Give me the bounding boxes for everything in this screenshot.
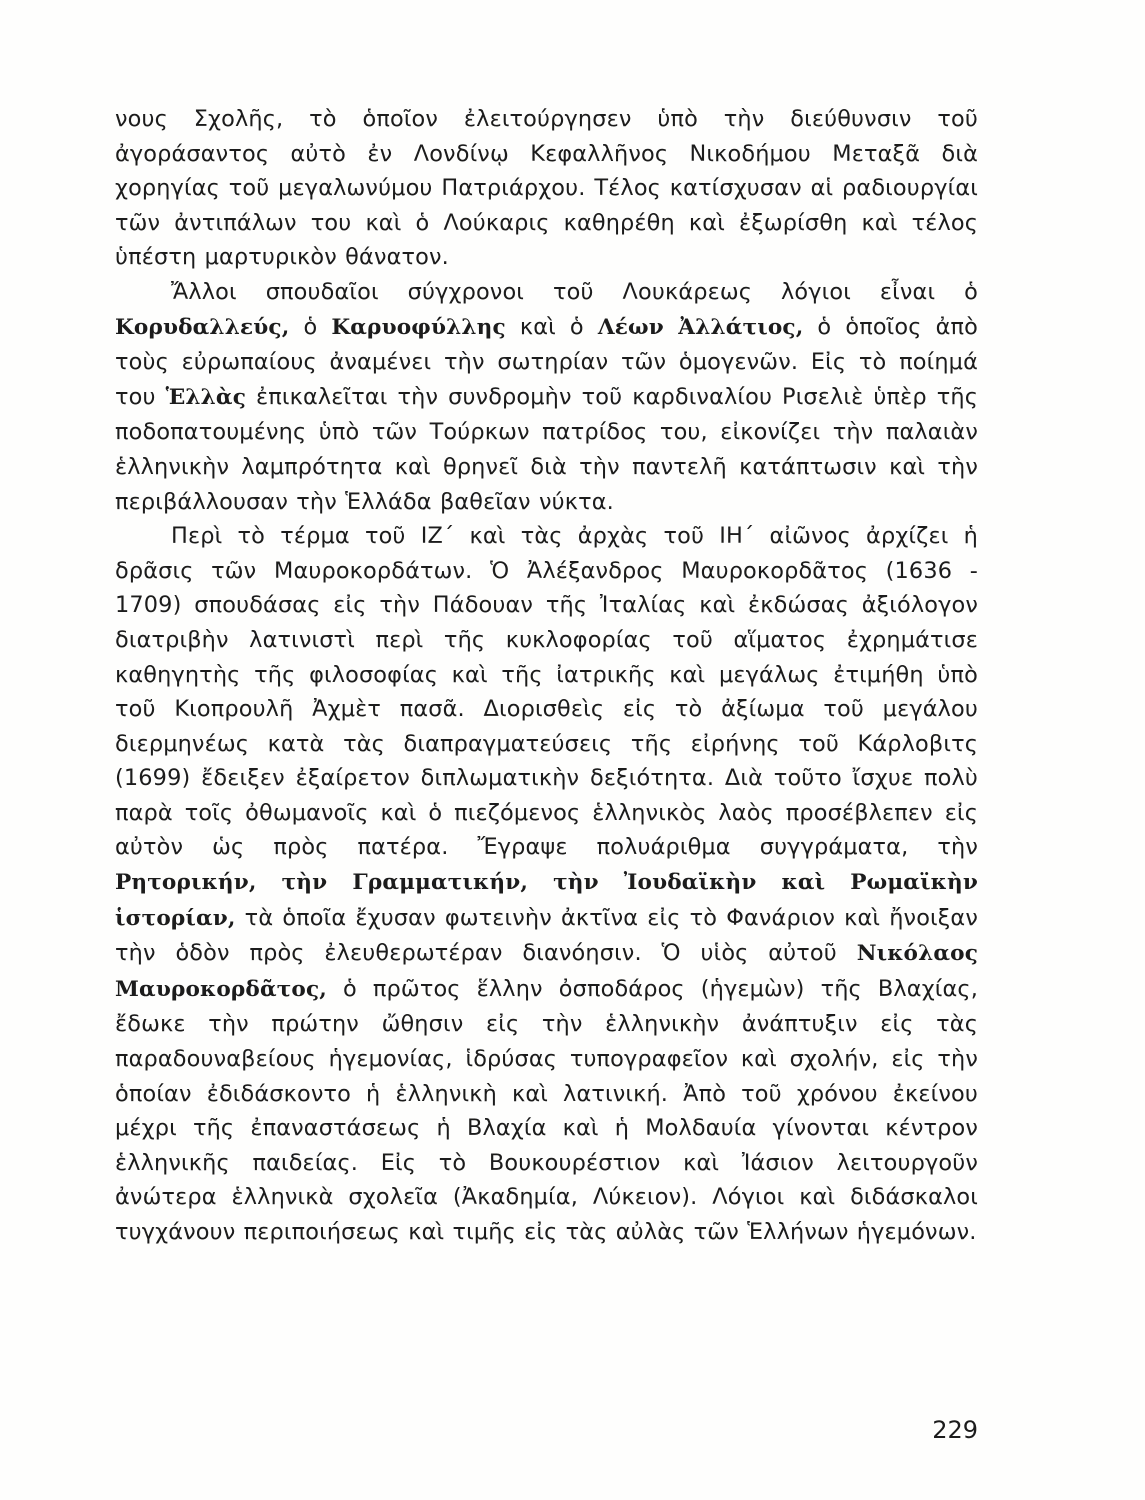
text-segment: καὶ ὁ (505, 313, 598, 340)
body-text (115, 102, 978, 1250)
text-segment: ὁ (289, 313, 332, 340)
bold-term: Κορυδαλλεύς, (115, 314, 290, 340)
text-segment: ὁ ὁποῖος ἀπὸ τοὺς εὐρωπαίους ἀναμένει τὴν σωτηρίαν τῶν ὁμογενῶν. Εἰς τὸ ποίημά του (115, 313, 978, 410)
text-segment: Περὶ τὸ τέρμα τοῦ ΙΖ΄ καὶ τὰς ἀρχὰς τοῦ ΙΗ΄ αἰῶνος ἀρχίζει ἡ δρᾶσις τῶν Μαυροκορδάτων. Ὁ Ἀλέξανδρος Μαυροκορδᾶτος (1636 - 1709) σπουδάσας εἰς τὴν Πάδουαν τῆς Ἰταλίας καὶ ἐκδώσας ἀξιόλογον διατριβὴν λατινιστὶ περὶ τῆς κυκλοφορίας τοῦ αἵματος ἐχρημάτισε καθηγητὴς τῆς φιλοσοφίας καὶ τῆς ἰατρικῆς καὶ μεγάλως ἐτιμήθη ὑπὸ τοῦ Κιοπρουλῆ Ἀχμὲτ πασᾶ. Διορισθεὶς εἰς τὸ ἀξίωμα τοῦ μεγάλου διερμηνέως κατὰ τὰς διαπραγματεύσεις τῆς εἰρήνης τοῦ Κάρλοβιτς (1699) ἔδειξεν ἐξαίρετον διπλωματικὴν δεξιότητα. Διὰ τοῦτο ἴσχυε πολὺ παρὰ τοῖς ὀθωμανοῖς καὶ ὁ πιεζόμενος ἑλληνικὸς λαὸς προσέβλεπεν εἰς αὐτὸν ὡς πρὸς πατέρα. Ἔγραψε πολυάριθμα συγγράματα, τὴν (115, 523, 978, 861)
text-segment: νους Σχολῆς, τὸ ὁποῖον ἐλειτούργησεν ὑπὸ τὴν διεύθυνσιν τοῦ ἀγοράσαντος αὐτὸ ἐν Λονδίνῳ Κεφαλλῆνος Νικοδήμου Μεταξᾶ διὰ χορηγίας τοῦ μεγαλωνύμου Πατριάρχου. Τέλος κατίσχυσαν αἱ ραδιουργίαι τῶν ἀντιπάλων του καὶ ὁ Λούκαρις καθηρέθη καὶ ἐξωρίσθη καὶ τέλος ὑπέστη μαρτυρικὸν θάνατον. (115, 106, 978, 271)
bold-term: Καρυοφύλλης (331, 314, 506, 340)
bold-term: Ἑλλὰς (165, 384, 246, 410)
paragraph (115, 519, 978, 1249)
text-segment: ὁ πρῶτος ἕλλην ὀσποδάρος (ἡγεμὼν) τῆς Βλαχίας, ἔδωκε τὴν πρώτην ὤθησιν εἰς τὴν ἑλληνικὴν ἀνάπτυξιν εἰς τὰς παραδουναβείους ἡγεμονίας, ἱδρύσας τυπογραφεῖον καὶ σχολήν, εἰς τὴν ὁποίαν ἐδιδάσκοντο ἡ ἑλληνικὴ καὶ λατινική. Ἀπὸ τοῦ χρόνου ἐκείνου μέχρι τῆς ἐπαναστάσεως ἡ Βλαχία καὶ ἡ Μολδαυία γίνονται κέντρον ἑλληνικῆς παιδείας. Εἰς τὸ Βουκουρέστιον καὶ Ἰάσιον λειτουργοῦν ἀνώτερα ἑλληνικὰ σχολεῖα (Ἀκαδημία, Λύκειον). Λόγιοι καὶ διδάσκαλοι τυγχάνουν περιποιήσεως καὶ τιμῆς εἰς τὰς αὐλὰς τῶν Ἑλλήνων ἡγεμόνων. (115, 975, 978, 1245)
text-segment: ἐπικαλεῖται τὴν συνδρομὴν τοῦ καρδιναλίου Ρισελιὲ ὑπὲρ τῆς ποδοπατουμένης ὑπὸ τῶν Τούρκων πατρίδος του, εἰκονίζει τὴν παλαιὰν ἑλληνικὴν λαμπρότητα καὶ θρηνεῖ διὰ τὴν παντελῆ κατάπτωσιν καὶ τὴν περιβάλλουσαν τὴν Ἑλλάδα βαθεῖαν νύκτα. (115, 383, 978, 515)
text-segment: τὰ ὁποῖα ἔχυσαν φωτεινὴν ἀκτῖνα εἰς τὸ Φανάριον καὶ ἤνοιξαν τὴν ὁδὸν πρὸς ἐλευθερωτέραν διανόησιν. Ὁ υἱὸς αὐτοῦ (115, 904, 978, 967)
paragraph (115, 102, 978, 275)
paragraph (115, 275, 978, 519)
bold-term: Ρητορικήν, τὴν Γραμματικήν, τὴν Ἰουδαϊκὴν καὶ Ρωμαϊκὴν ἱστορίαν, (115, 870, 978, 931)
text-segment: Ἄλλοι σπουδαῖοι σύγχρονοι τοῦ Λουκάρεως λόγιοι εἶναι ὁ (171, 278, 978, 305)
bold-term: Νικόλαος Μαυροκορδᾶτος, (115, 941, 978, 1002)
page-number: 229 (932, 1416, 978, 1444)
bold-term: Λέων Ἀλλάτιος, (597, 314, 804, 340)
